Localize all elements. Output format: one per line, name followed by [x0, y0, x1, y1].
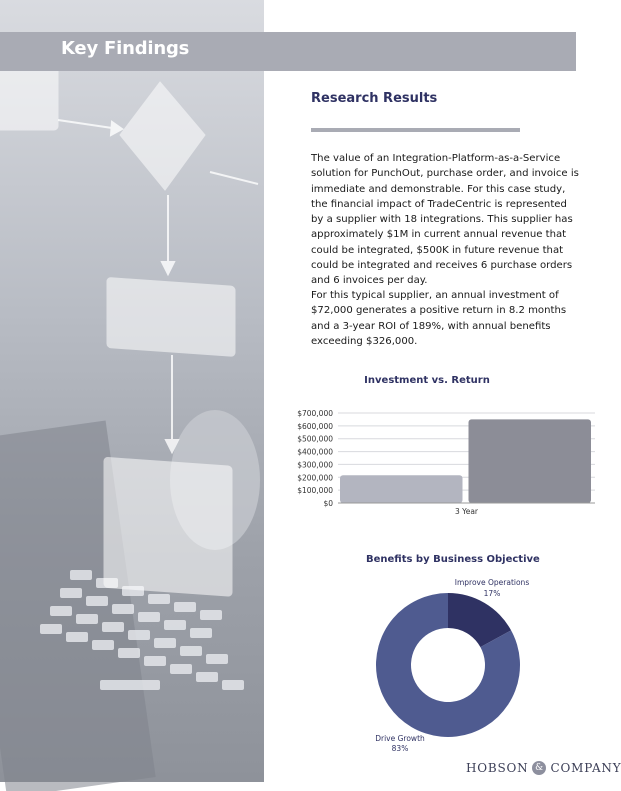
- bar-chart-svg: [290, 400, 600, 525]
- y-tick-label: $0: [323, 499, 333, 508]
- y-tick-label: $500,000: [297, 434, 333, 444]
- y-tick-label: $200,000: [297, 473, 333, 483]
- ampersand-icon: &: [532, 761, 546, 775]
- donut-chart-svg: [330, 570, 570, 760]
- y-tick-label: $300,000: [297, 460, 333, 470]
- y-tick-label: $400,000: [297, 447, 333, 457]
- x-tick-label: 3 Year: [454, 507, 479, 516]
- body-paragraph-1: The value of an Integration-Platform-as-a-Service solution for PunchOut, purchase order, and invoice is immediate and demonstrable. For this case study, the financial impact of TradeCentric is represented by a supplier with 18 integrations. This supplier has approximately $1M in current annual revenue that could be integrated, $500K in future revenue that could be integrated and receives 6 purchase orders and 6 invoices per day.: [311, 153, 579, 287]
- bar: [340, 475, 463, 503]
- slice-percent-label: 17%: [483, 589, 501, 598]
- logo-word-left: HOBSON: [466, 761, 529, 775]
- y-tick-label: $700,000: [297, 409, 333, 418]
- y-tick-label: $600,000: [297, 421, 333, 431]
- bar: [469, 419, 592, 503]
- bar-chart: [290, 400, 600, 530]
- flowchart-overlay: [0, 0, 264, 782]
- slice-percent-label: 83%: [391, 744, 409, 753]
- slice-label: Drive Growth: [375, 734, 425, 743]
- donut-chart-title: Benefits by Business Objective: [366, 554, 540, 565]
- section-title: Research Results: [311, 91, 438, 106]
- slice-label: Improve Operations: [454, 578, 530, 587]
- bar-chart-title: Investment vs. Return: [364, 375, 490, 386]
- donut-chart: [330, 570, 570, 765]
- body-paragraph-2: For this typical supplier, an annual investment of $72,000 generates a positive return in 8.2 months and a 3-year ROI of 189%, with annual benefits exceeding $326,000.: [311, 290, 567, 347]
- hero-photo: [0, 0, 264, 782]
- page-title: Key Findings: [61, 38, 190, 59]
- y-tick-label: $100,000: [297, 486, 333, 496]
- company-logo: [466, 761, 621, 775]
- logo-word-right: COMPANY: [550, 761, 621, 775]
- section-divider: [311, 128, 520, 132]
